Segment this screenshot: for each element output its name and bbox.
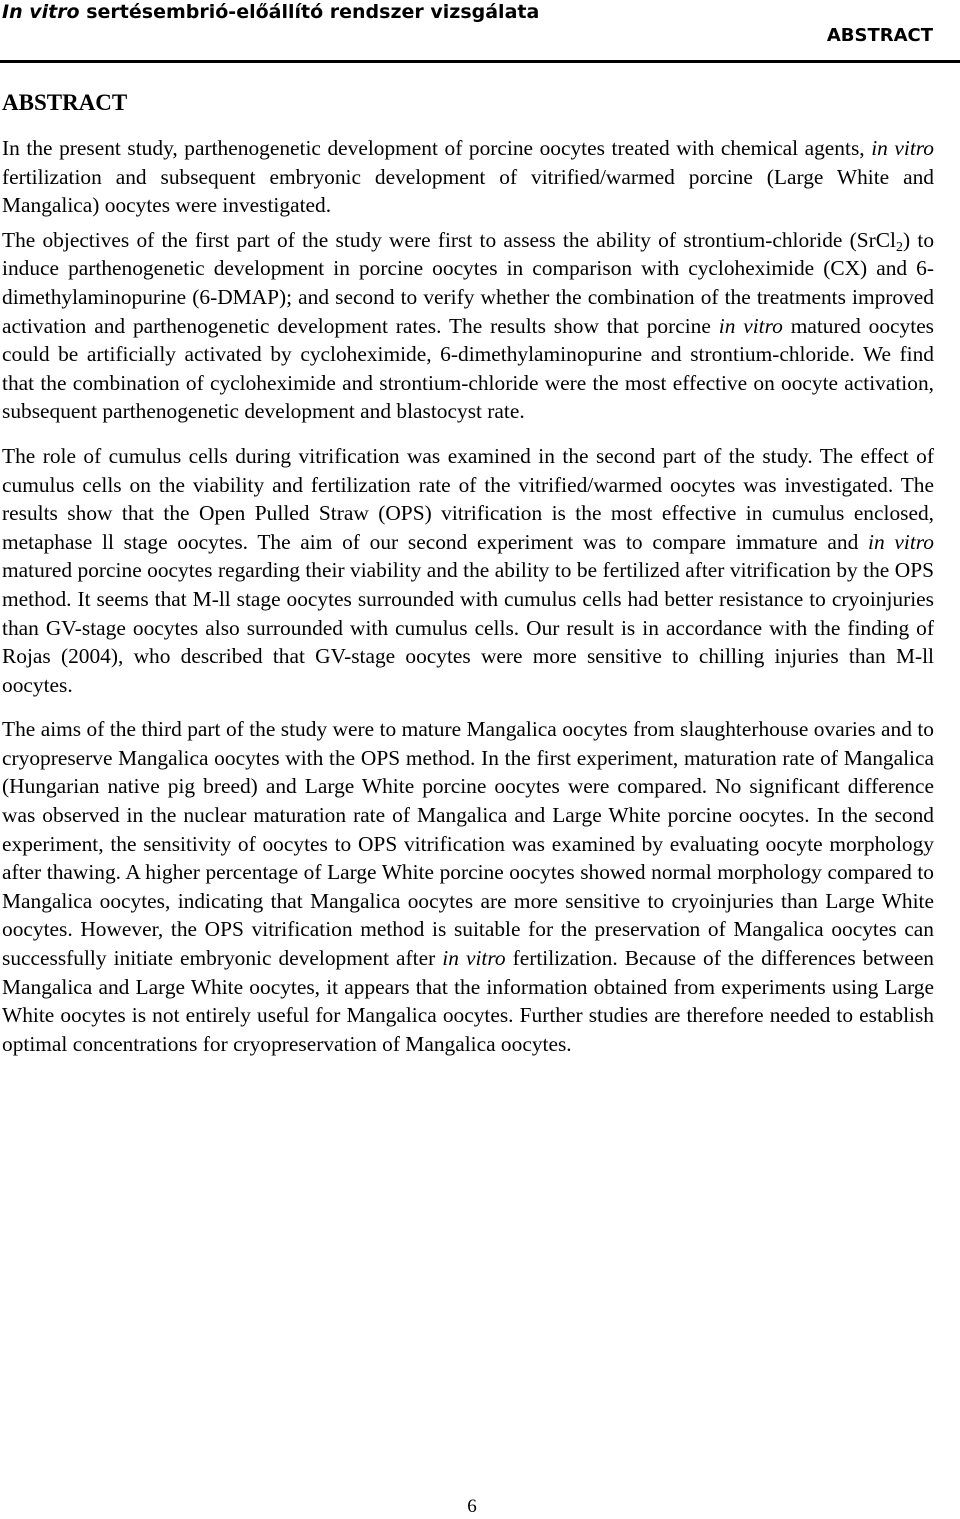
paragraph-second-part [2, 442, 934, 699]
p3-text-c: matured porcine oocytes regarding their viability and the ability to be fertilized after vitrification by the OPS method. It seems that M-ll stage oocytes surrounded with cumulus cells had better resistance to cryoinjuries than GV-stage oocytes also surrounded with cumulus cells. Our result is in accordance with the finding of Rojas (2004), who described that GV-stage oocytes were more sensitive to chilling injuries than M-ll oocytes. [2, 558, 934, 697]
running-section-label: ABSTRACT [826, 25, 933, 46]
p4-text-a: The aims of the third part of the study were to mature Mangalica oocytes from slaughterhouse ovaries and to cryopreserve Mangalica oocytes with the OPS method. In the first experiment, maturation rate of Mangalica (Hungarian native pig breed) and Large White porcine oocytes were compared. No significant difference was observed in the nuclear maturation rate of Mangalica and Large White porcine oocytes. In the second experiment, the sensitivity of oocytes to OPS vitrification was examined by evaluating oocyte morphology after thawing. A higher percentage of Large White porcine oocytes showed normal morphology compared to Mangalica oocytes, indicating that Mangalica oocytes are more sensitive to cryoinjuries than Large White oocytes. However, the OPS vitrification method is suitable for the preservation of Mangalica oocytes can successfully initiate embryonic development after [2, 717, 934, 971]
p3-italic: in vitro [868, 529, 934, 554]
header-rule [0, 60, 960, 63]
p4-text-c: fertilization. Because of the differences between Mangalica and Large White oocytes, it appears that the information obtained from experiments using Large White oocytes is not entirely useful for Mangalica oocytes. Further studies are therefore needed to establish optimal concentrations for cryopreservation of Mangalica oocytes. [2, 946, 935, 1056]
p3-text-a: The role of cumulus cells during vitrification was examined in the second part of the study. The effect of cumulus cells on the viability and fertilization rate of the vitrified/warmed oocytes was investigated. The results show that the Open Pulled Straw (OPS) vitrification is the most effective in cumulus enclosed, metaphase ll stage oocytes. The aim of our second experiment was to compare immature and [2, 443, 934, 554]
p1-italic: in vitro [871, 136, 934, 160]
p2-italic: in vitro [718, 313, 783, 338]
p2-text-a: The objectives of the first part of the study were first to assess the ability of strontium-chloride (SrCl [2, 227, 897, 252]
p2-subscript: 2 [896, 239, 904, 255]
p1-text-a: In the present study, parthenogenetic development of porcine oocytes treated with chemical agents, [2, 136, 872, 160]
p2-text-d: matured oocytes could be artificially activated by cycloheximide, 6-dimethylaminopurine and strontium-chloride. We find that the combination of cycloheximide and strontium-chloride were the most effective on oocyte activation, subsequent parthenogenetic development and blastocyst rate. [2, 313, 935, 424]
paragraph-first-part [2, 226, 934, 426]
p4-italic: in vitro [442, 946, 506, 971]
running-header [0, 0, 960, 64]
p1-text-c: fertilization and subsequent embryonic development of vitrified/warmed porcine (Large White and Mangalica) oocytes were investigated. [2, 164, 934, 218]
running-title-rest: sertésembrió-előállító rendszer vizsgálata [79, 1, 540, 23]
p2-text-b: ) to induce parthenogenetic development in porcine oocytes in comparison with cycloheximide (CX) and 6-dimethylaminopurine (6-DMAP); and second to verify whether the combination of the treatments improved activation and parthenogenetic development rates. The results show that porcine [2, 227, 935, 338]
running-title [2, 1, 539, 23]
section-heading: ABSTRACT [2, 90, 128, 115]
paragraph-third-part [2, 715, 934, 1058]
paragraph-intro [2, 134, 934, 220]
running-title-italic: In vitro [2, 1, 80, 23]
abstract-body [2, 88, 934, 1073]
page-number: 6 [467, 1496, 477, 1517]
